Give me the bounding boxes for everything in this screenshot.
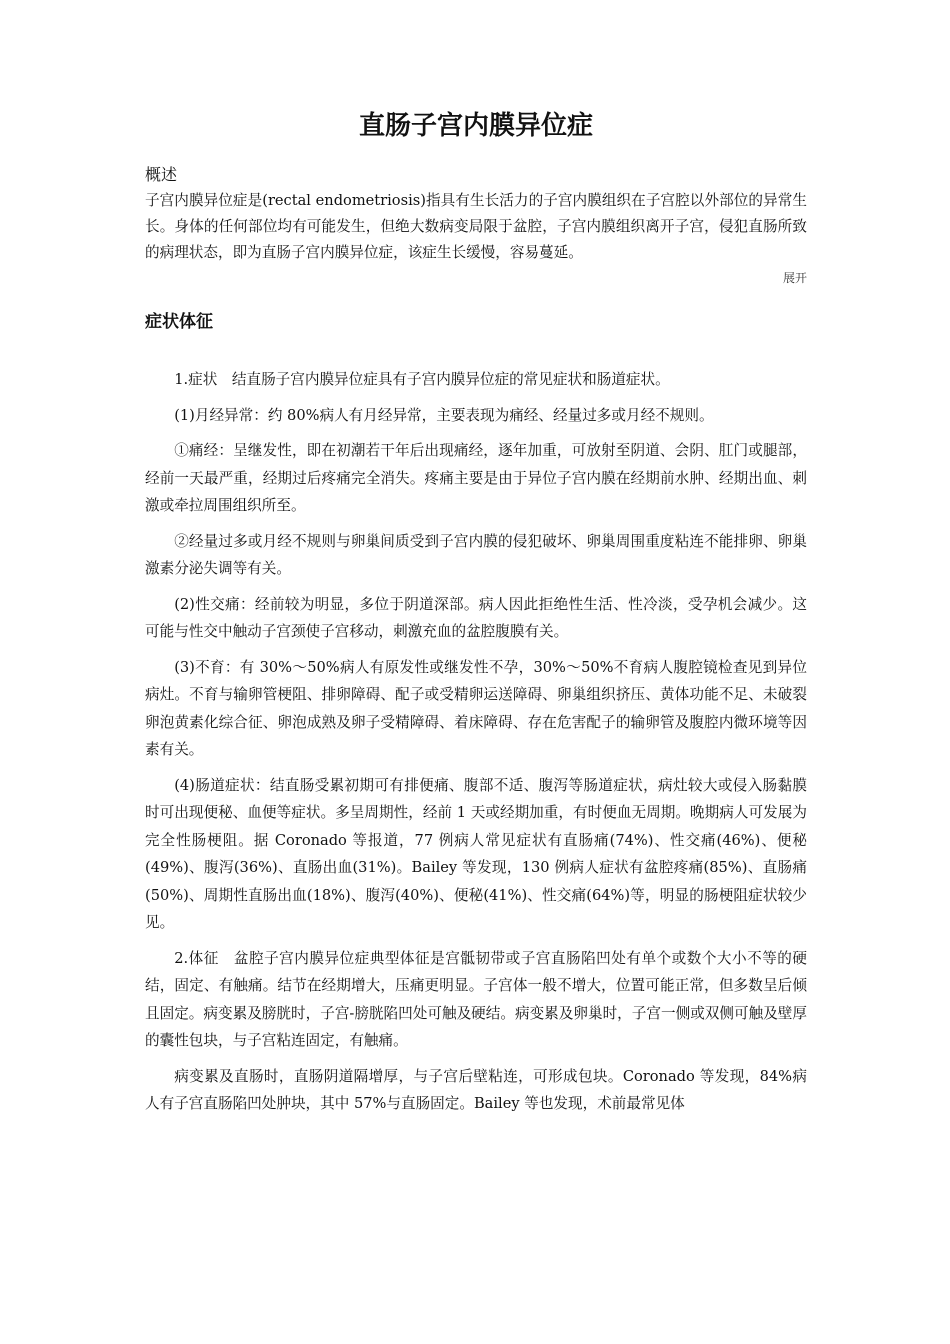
expand-link[interactable]: 展开: [782, 271, 807, 285]
overview-heading: 概述: [145, 165, 178, 184]
paragraph-bowel-symptoms: (4)肠道症状：结直肠受累初期可有排便痛、腹部不适、腹泻等肠道症状，病灶较大或侵入肠黏膜时可出现便秘、血便等症状。多呈周期性，经前 1 天或经期加重，有时便血无周期。晚期病人可发展为完全性肠梗阻。据 Coronado 等报道，77 例病人常见症状有直肠痛(74%)、性交痛(46%)、便秘(49%)、腹泻(36%)、直肠出血(31%)。Bailey 等发现，130 例病人症状有盆腔疼痛(85%)、直肠痛(50%)、周期性直肠出血(18%)、腹泻(40%)、便秘(41%)、性交痛(64%)等，明显的肠梗阻症状较少见。: [145, 776, 807, 931]
paragraph-signs: 2.体征 盆腔子宫内膜异位症典型体征是宫骶韧带或子宫直肠陷凹处有单个或数个大小不等的硬结，固定、有触痛。结节在经期增大，压痛更明显。子宫体一般不增大，位置可能正常，但多数呈后倾且固定。病变累及膀胱时，子宫-膀胱陷凹处可触及硬结。病变累及卵巢时，子宫一侧或双侧可触及壁厚的囊性包块，与子宫粘连固定，有触痛。: [145, 949, 807, 1049]
page-title: 直肠子宫内膜异位症: [358, 111, 593, 141]
paragraph-dyspareunia: (2)性交痛：经前较为明显，多位于阴道深部。病人因此拒绝性生活、性冷淡，受孕机会减少。这可能与性交中触动子宫颈使子宫移动，刺激充血的盆腔腹膜有关。: [145, 595, 807, 640]
paragraph-menstrual: (1)月经异常：约 80%病人有月经异常，主要表现为痛经、经量过多或月经不规则。: [174, 406, 714, 424]
paragraph-rectal-involvement: 病变累及直肠时，直肠阴道隔增厚，与子宫后壁粘连，可形成包块。Coronado 等发现，84%病人有子宫直肠陷凹处肿块，其中 57%与直肠固定。Bailey 等也发现，术前最常见体: [145, 1067, 807, 1112]
paragraph-dysmenorrhea: ①痛经：呈继发性，即在初潮若干年后出现痛经，逐年加重，可放射至阴道、会阴、肛门或腿部，经前一天最严重，经期过后疼痛完全消失。疼痛主要是由于异位子宫内膜在经期前水肿、经期出血、刺激或牵拉周围组织所至。: [145, 442, 807, 514]
section-body: [145, 366, 807, 1126]
section-heading-symptoms: 症状体征: [145, 312, 213, 332]
overview-text: 子宫内膜异位症是(rectal endometriosis)指具有生长活力的子宫内膜组织在子宫腔以外部位的异常生长。身体的任何部位均有可能发生，但绝大数病变局限于盆腔，子宫内膜组织离开子宫，侵犯直肠所致的病理状态，即为直肠子宫内膜异位症，该症生长缓慢，容易蔓延。: [145, 192, 807, 261]
paragraph-infertility: (3)不育：有 30%～50%病人有原发性或继发性不孕，30%～50%不育病人腹腔镜检查见到异位病灶。不育与输卵管梗阻、排卵障碍、配子或受精卵运送障碍、卵巢组织挤压、黄体功能不足、未破裂卵泡黄素化综合征、卵泡成熟及卵子受精障碍、着床障碍、存在危害配子的输卵管及腹腔内微环境等因素有关。: [145, 658, 807, 758]
paragraph-symptoms-intro: 1.症状 结直肠子宫内膜异位症具有子宫内膜异位症的常见症状和肠道症状。: [174, 371, 670, 388]
paragraph-irregular-menses: ②经量过多或月经不规则与卵巢间质受到子宫内膜的侵犯破坏、卵巢周围重度粘连不能排卵、卵巢激素分泌失调等有关。: [145, 532, 807, 577]
